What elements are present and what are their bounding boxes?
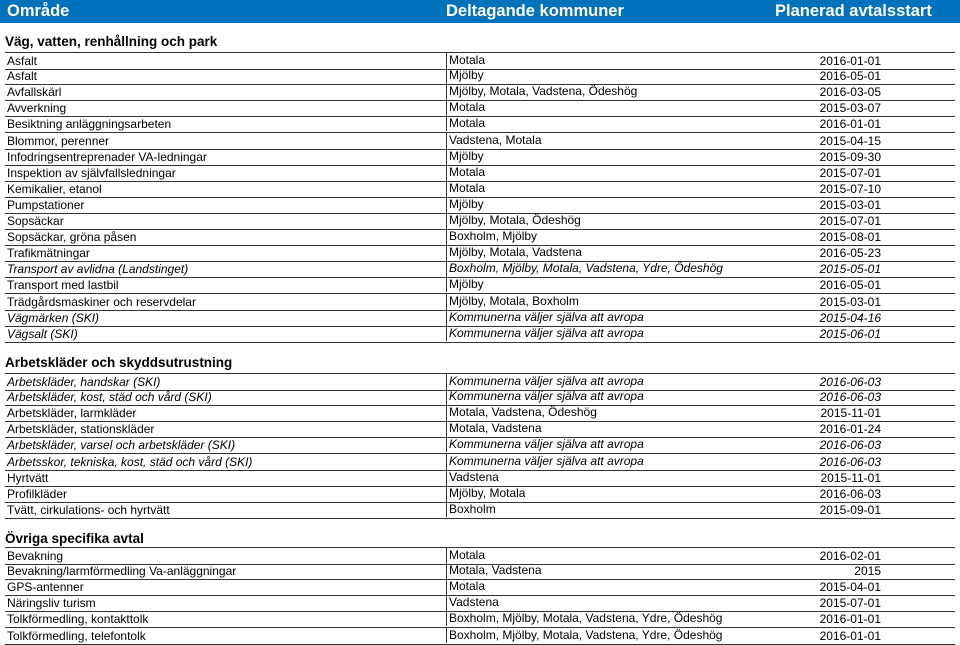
start-date-cell: 2016-01-01 — [819, 628, 881, 643]
area-cell: Bevakning/larmförmedling Va-anläggningar — [7, 564, 237, 579]
municipalities-cell: Boxholm, Mjölby, Motala, Vadstena, Ydre, Ödeshög — [446, 260, 723, 276]
area-cell: Sopsäckar, gröna påsen — [7, 230, 137, 245]
area-cell: Blommor, perenner — [7, 133, 110, 148]
municipalities-cell: Boxholm, Mjölby, Motala, Vadstena, Ydre, Ödeshög — [446, 610, 722, 626]
start-date-cell: 2015-11-01 — [820, 406, 881, 421]
area-cell: Arbetskläder, larmkläder — [7, 406, 137, 421]
municipalities-cell: Mjölby, Motala, Vadstena — [446, 244, 582, 260]
start-date-cell: 2016-06-03 — [819, 454, 881, 469]
municipalities-cell: Mjölby, Motala, Ödeshög — [446, 212, 581, 228]
municipalities-cell: Motala — [446, 99, 485, 115]
area-cell: Transport av avlidna (Landstinget) — [7, 262, 189, 277]
start-date-cell: 2015-03-01 — [819, 197, 881, 212]
start-date-cell: 2016-06-03 — [819, 375, 881, 389]
municipalities-cell: Mjölby — [446, 196, 484, 212]
municipalities-cell: Mjölby — [446, 276, 484, 292]
start-date-cell: 2015-03-01 — [819, 294, 881, 309]
area-cell: Asfalt — [7, 54, 38, 68]
start-date-cell: 2016-01-01 — [819, 612, 881, 627]
municipalities-cell: Mjölby, Motala — [446, 485, 525, 501]
municipalities-cell: Mjölby, Motala, Vadstena, Ödeshög — [446, 83, 637, 99]
start-date-cell: 2015 — [854, 564, 881, 579]
header-area: Område — [7, 2, 70, 20]
area-cell: Sopsäckar — [7, 214, 64, 228]
municipalities-cell: Boxholm — [446, 501, 496, 517]
municipalities-cell: Motala, Vadstena — [446, 562, 542, 578]
municipalities-cell: Motala — [446, 180, 485, 196]
start-date-cell: 2016-03-05 — [819, 85, 881, 100]
table-row — [5, 628, 955, 645]
start-date-cell: 2016-01-24 — [819, 422, 881, 437]
area-cell: Trädgårdsmaskiner och reservdelar — [7, 294, 196, 309]
municipalities-cell: Mjölby — [446, 67, 484, 83]
area-cell: Vägsalt (SKI) — [7, 326, 78, 341]
area-cell: Bevakning — [7, 549, 64, 563]
area-cell: Trafikmätningar — [7, 246, 90, 261]
table-row — [5, 326, 955, 343]
municipalities-cell: Boxholm, Mjölby, Motala, Vadstena, Ydre, Ödeshög — [446, 627, 722, 643]
area-cell: Pumpstationer — [7, 197, 85, 212]
table-row — [5, 502, 955, 519]
start-date-cell: 2015-07-10 — [819, 181, 881, 196]
start-date-cell: 2016-01-01 — [819, 54, 881, 68]
start-date-cell: 2015-04-16 — [819, 310, 881, 325]
area-cell: Inspektion av självfallsledningar — [7, 165, 176, 180]
start-date-cell: 2015-11-01 — [820, 470, 881, 485]
area-cell: Arbetskläder, stationskläder — [7, 422, 155, 437]
start-date-cell: 2015-08-01 — [819, 230, 881, 245]
start-date-cell: 2015-09-30 — [819, 149, 881, 164]
municipalities-cell: Motala, Vadstena — [446, 420, 542, 436]
area-cell: Vägmärken (SKI) — [7, 310, 100, 325]
area-cell: Transport med lastbil — [7, 278, 119, 293]
start-date-cell: 2016-06-03 — [819, 390, 881, 405]
start-date-cell: 2015-07-01 — [819, 596, 881, 611]
start-date-cell: 2015-04-01 — [819, 580, 881, 595]
area-cell: GPS-antenner — [7, 580, 84, 595]
municipalities-cell: Motala — [446, 578, 485, 594]
start-date-cell: 2015-07-01 — [819, 165, 881, 180]
header-municipalities: Deltagande kommuner — [446, 2, 624, 20]
area-cell: Arbetskläder, handskar (SKI) — [7, 375, 161, 389]
area-cell: Avverkning — [7, 101, 67, 116]
section-title: Arbetskläder och skyddsutrustning — [5, 355, 233, 370]
municipalities-cell: Motala — [446, 164, 485, 180]
start-date-cell: 2016-01-01 — [819, 117, 881, 132]
municipalities-cell: Motala — [446, 115, 485, 131]
area-cell: Asfalt — [7, 69, 38, 84]
table-header — [0, 0, 960, 23]
area-cell: Infodringsentreprenader VA-ledningar — [7, 149, 207, 164]
area-cell: Avfallskärl — [7, 85, 62, 100]
municipalities-cell: Kommunerna väljer själva att avropa — [446, 388, 644, 404]
municipalities-cell: Kommunerna väljer själva att avropa — [446, 373, 644, 389]
start-date-cell: 2016-06-03 — [819, 486, 881, 501]
municipalities-cell: Vadstena — [446, 594, 499, 610]
municipalities-cell: Motala, Vadstena, Ödeshög — [446, 404, 597, 420]
area-cell: Tvätt, cirkulations- och hyrtvätt — [7, 502, 170, 517]
area-cell: Arbetskläder, kost, städ och vård (SKI) — [7, 390, 212, 405]
start-date-cell: 2015-04-15 — [819, 133, 881, 148]
section-title: Övriga specifika avtal — [5, 531, 144, 546]
area-cell: Tolkförmedling, telefontolk — [7, 628, 146, 643]
area-cell: Kemikalier, etanol — [7, 181, 102, 196]
area-cell: Besiktning anläggningsarbeten — [7, 117, 172, 132]
area-cell: Profilkläder — [7, 486, 68, 501]
municipalities-cell: Boxholm, Mjölby — [446, 228, 537, 244]
municipalities-cell: Kommunerna väljer själva att avropa — [446, 453, 644, 469]
municipalities-cell: Vadstena, Motala — [446, 132, 542, 148]
start-date-cell: 2015-05-01 — [819, 262, 881, 277]
municipalities-cell: Kommunerna väljer själva att avropa — [446, 325, 644, 341]
municipalities-cell: Vadstena — [446, 469, 499, 485]
area-cell: Hyrtvätt — [7, 470, 49, 485]
municipalities-cell: Mjölby, Motala, Boxholm — [446, 293, 579, 309]
municipalities-cell: Motala — [446, 547, 485, 563]
start-date-cell: 2015-09-01 — [819, 502, 881, 517]
start-date-cell: 2016-05-01 — [819, 69, 881, 84]
area-cell: Arbetsskor, tekniska, kost, städ och vård (SKI) — [7, 454, 253, 469]
start-date-cell: 2016-05-01 — [819, 278, 881, 293]
start-date-cell: 2015-03-07 — [819, 101, 881, 116]
section-title: Väg, vatten, renhållning och park — [5, 34, 218, 49]
municipalities-cell: Kommunerna väljer själva att avropa — [446, 436, 644, 452]
start-date-cell: 2015-06-01 — [819, 326, 881, 341]
start-date-cell: 2016-05-23 — [819, 246, 881, 261]
area-cell: Arbetskläder, varsel och arbetskläder (SKI) — [7, 438, 236, 453]
header-start-date: Planerad avtalsstart — [775, 2, 932, 20]
municipalities-cell: Mjölby — [446, 148, 484, 164]
area-cell: Näringsliv turism — [7, 596, 96, 611]
start-date-cell: 2015-07-01 — [819, 214, 881, 228]
municipalities-cell: Kommunerna väljer själva att avropa — [446, 309, 644, 325]
start-date-cell: 2016-06-03 — [819, 438, 881, 453]
municipalities-cell: Motala — [446, 52, 485, 68]
start-date-cell: 2016-02-01 — [819, 549, 881, 563]
area-cell: Tolkförmedling, kontakttolk — [7, 612, 149, 627]
